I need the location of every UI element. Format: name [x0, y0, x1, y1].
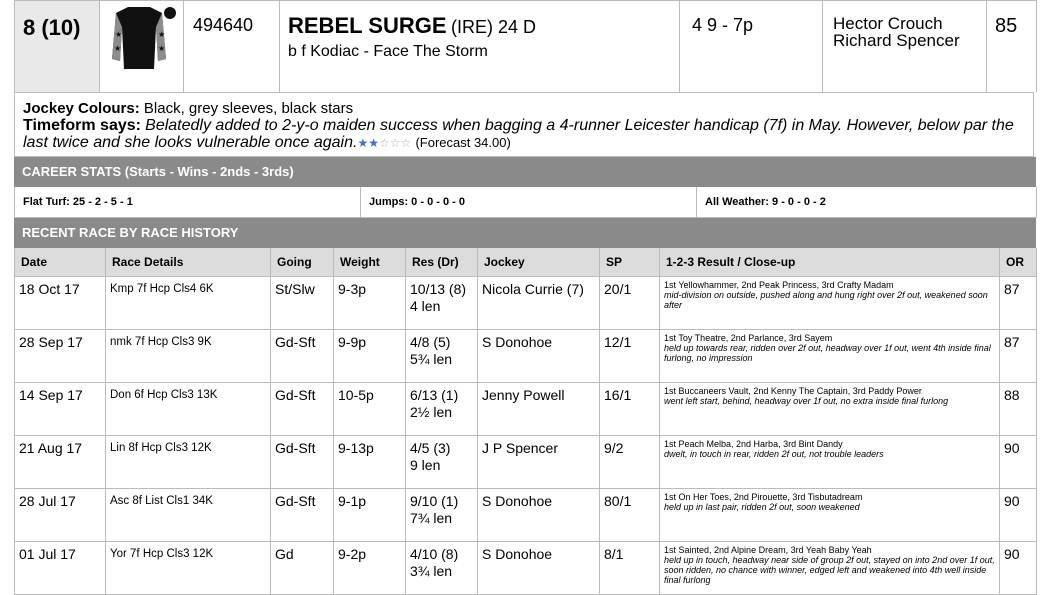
horse-name[interactable]: REBEL SURGE	[288, 13, 447, 38]
table-row[interactable]	[15, 277, 1037, 330]
race-going: Gd-Sft	[271, 330, 334, 383]
svg-text:★: ★	[158, 44, 166, 53]
closeup-comment: went left start, behind, headway over 1f out, no extra inside final furlong	[664, 396, 949, 406]
age-weight: 4 9 - 7p	[680, 1, 823, 93]
jockey-colours: Black, grey sleeves, black stars	[143, 100, 354, 117]
star-empty-icon: ☆	[389, 136, 401, 150]
race-sp: 8/1	[600, 542, 660, 595]
placings: 1st Buccaneers Vault, 2nd Kenny The Captain, 3rd Paddy Power	[664, 386, 922, 396]
race-details[interactable]: Lin 8f Hcp Cls3 12K	[106, 436, 271, 489]
jockey-colours-line	[23, 100, 1033, 117]
col-jockey: Jockey	[478, 248, 600, 277]
flat-stats: Flat Turf: 25 - 2 - 5 - 1	[15, 187, 361, 218]
placings: 1st Toy Theatre, 2nd Parlance, 3rd Sayem	[664, 333, 833, 343]
jumps-stats: Jumps: 0 - 0 - 0 - 0	[361, 187, 697, 218]
finish-position: 9/10 (1)	[410, 493, 459, 509]
race-result	[406, 489, 478, 542]
star-icon: ★	[357, 136, 369, 150]
race-closeup	[660, 383, 1000, 436]
race-result	[406, 277, 478, 330]
history-title: RECENT RACE BY RACE HISTORY	[14, 218, 1036, 248]
race-closeup	[660, 436, 1000, 489]
col-result: Res (Dr)	[406, 248, 478, 277]
race-card	[14, 0, 1036, 585]
beaten-distance: 3¾ len	[410, 563, 453, 579]
closeup-comment: dwelt, in touch in rear, ridden 2f out, not trouble leaders	[664, 449, 884, 459]
race-date: 21 Aug 17	[15, 436, 106, 489]
race-sp: 20/1	[600, 277, 660, 330]
jockey-name[interactable]: Richard Spencer	[833, 31, 960, 50]
race-sp: 9/2	[600, 436, 660, 489]
runner-number: 8 (10)	[15, 1, 100, 93]
race-going: St/Slw	[271, 277, 334, 330]
race-jockey: Jenny Powell	[478, 383, 600, 436]
connections	[823, 1, 987, 93]
race-closeup	[660, 542, 1000, 595]
placings: 1st On Her Toes, 2nd Pirouette, 3rd Tisbutadream	[664, 492, 863, 502]
finish-position: 10/13 (8)	[410, 281, 467, 297]
race-result	[406, 436, 478, 489]
race-or: 88	[1000, 383, 1037, 436]
beaten-distance: 7¾ len	[410, 510, 453, 526]
beaten-distance: 9 len	[410, 457, 441, 473]
race-jockey: J P Spencer	[478, 436, 600, 489]
col-race: Race Details	[106, 248, 271, 277]
race-going: Gd-Sft	[271, 436, 334, 489]
race-going: Gd	[271, 542, 334, 595]
race-details[interactable]: Kmp 7f Hcp Cls4 6K	[106, 277, 271, 330]
race-weight: 9-9p	[334, 330, 406, 383]
star-empty-icon: ☆	[378, 136, 390, 150]
race-jockey: S Donohoe	[478, 489, 600, 542]
race-weight: 9-1p	[334, 489, 406, 542]
race-going: Gd-Sft	[271, 489, 334, 542]
history-header-row	[15, 248, 1037, 277]
race-or: 87	[1000, 277, 1037, 330]
beaten-distance: 4 len	[410, 298, 441, 314]
race-details[interactable]: Don 6f Hcp Cls3 13K	[106, 383, 271, 436]
race-going: Gd-Sft	[271, 383, 334, 436]
race-details[interactable]: nmk 7f Hcp Cls3 9K	[106, 330, 271, 383]
official-rating: 85	[995, 15, 1018, 37]
race-details[interactable]: Asc 8f List Cls1 34K	[106, 489, 271, 542]
star-icon: ★	[368, 136, 379, 150]
placings: 1st Yellowhammer, 2nd Peak Princess, 3rd Crafty Madam	[664, 280, 894, 290]
horse-pedigree: b f Kodiac - Face The Storm	[288, 43, 488, 60]
col-closeup: 1-2-3 Result / Close-up	[660, 248, 1000, 277]
race-sp: 80/1	[600, 489, 660, 542]
race-or: 90	[1000, 436, 1037, 489]
race-weight: 10-5p	[334, 383, 406, 436]
race-details[interactable]: Yor 7f Hcp Cls3 12K	[106, 542, 271, 595]
svg-text:★: ★	[115, 30, 123, 39]
jockey-colours-label: Jockey Colours:	[23, 100, 140, 117]
finish-position: 6/13 (1)	[410, 387, 459, 403]
beaten-distance: 5¾ len	[410, 351, 453, 367]
beaten-distance: 2½ len	[410, 404, 453, 420]
runner-info	[14, 92, 1034, 157]
horse-origin: (IRE) 24 D	[450, 17, 536, 37]
race-or: 90	[1000, 542, 1037, 595]
col-sp: SP	[600, 248, 660, 277]
race-or: 90	[1000, 489, 1037, 542]
table-row[interactable]	[15, 383, 1037, 436]
closeup-comment: held up towards rear, ridden over 2f out, headway over 1f out, went 4th inside final furlong, no impression	[664, 343, 991, 363]
race-date: 18 Oct 17	[15, 277, 106, 330]
race-result	[406, 383, 478, 436]
race-date: 01 Jul 17	[15, 542, 106, 595]
race-sp: 12/1	[600, 330, 660, 383]
col-date: Date	[15, 248, 106, 277]
race-weight: 9-2p	[334, 542, 406, 595]
race-date: 14 Sep 17	[15, 383, 106, 436]
placings: 1st Sainted, 2nd Alpine Dream, 3rd Yeah Baby Yeah	[664, 545, 872, 555]
table-row[interactable]	[15, 489, 1037, 542]
col-or: OR	[1000, 248, 1037, 277]
closeup-comment: held up in last pair, ridden 2f out, soon weakened	[664, 502, 860, 512]
closeup-comment: mid-division on outside, pushed along and hung right over 2f out, weakened soon after	[664, 290, 988, 310]
race-closeup	[660, 489, 1000, 542]
race-jockey: S Donohoe	[478, 542, 600, 595]
race-closeup	[660, 277, 1000, 330]
svg-text:★: ★	[158, 30, 166, 39]
race-closeup	[660, 330, 1000, 383]
finish-position: 4/10 (8)	[410, 546, 459, 562]
race-result	[406, 330, 478, 383]
table-row[interactable]	[15, 542, 1037, 595]
race-weight: 9-13p	[334, 436, 406, 489]
finish-position: 4/5 (3)	[410, 440, 451, 456]
race-date: 28 Jul 17	[15, 489, 106, 542]
runner-header	[14, 0, 1037, 92]
forecast: (Forecast 34.00)	[415, 135, 511, 150]
trainer-name[interactable]: Hector Crouch	[833, 14, 943, 33]
race-date: 28 Sep 17	[15, 330, 106, 383]
race-result	[406, 542, 478, 595]
finish-position: 4/8 (5)	[410, 334, 451, 350]
aw-stats: All Weather: 9 - 0 - 0 - 2	[705, 196, 826, 208]
horse-name-cell	[280, 1, 680, 93]
race-or: 87	[1000, 330, 1037, 383]
col-weight: Weight	[334, 248, 406, 277]
closeup-comment: held up in touch, headway near side of group 2f out, stayed on into 2nd over 1f out, soon ridden, no chance with winner, edged left and weakened into 4th well inside final furlong	[664, 555, 995, 585]
timeform-comment: Belatedly added to 2-y-o maiden success when bagging a 4-runner Leicester handicap (7f) in May. However, below par the last twice and she looks vulnerable once again.	[23, 117, 1014, 151]
race-jockey: Nicola Currie (7)	[478, 277, 600, 330]
star-empty-icon: ☆	[400, 136, 412, 150]
race-history-table	[14, 248, 1037, 595]
placings: 1st Peach Melba, 2nd Harba, 3rd Bint Dandy	[664, 439, 843, 449]
jockey-silks-icon	[100, 1, 184, 93]
career-stats-title: CAREER STATS (Starts - Wins - 2nds - 3rds)	[14, 157, 1036, 187]
race-sp: 16/1	[600, 383, 660, 436]
timeform-label: Timeform says:	[23, 117, 141, 134]
career-stats	[14, 187, 1037, 218]
race-weight: 9-3p	[334, 277, 406, 330]
star-rating	[357, 134, 411, 151]
svg-text:★: ★	[114, 44, 122, 53]
col-going: Going	[271, 248, 334, 277]
timeform-line	[23, 117, 1033, 152]
horse-id: 494640	[184, 1, 280, 93]
table-row[interactable]	[15, 436, 1037, 489]
table-row[interactable]	[15, 330, 1037, 383]
race-jockey: S Donohoe	[478, 330, 600, 383]
